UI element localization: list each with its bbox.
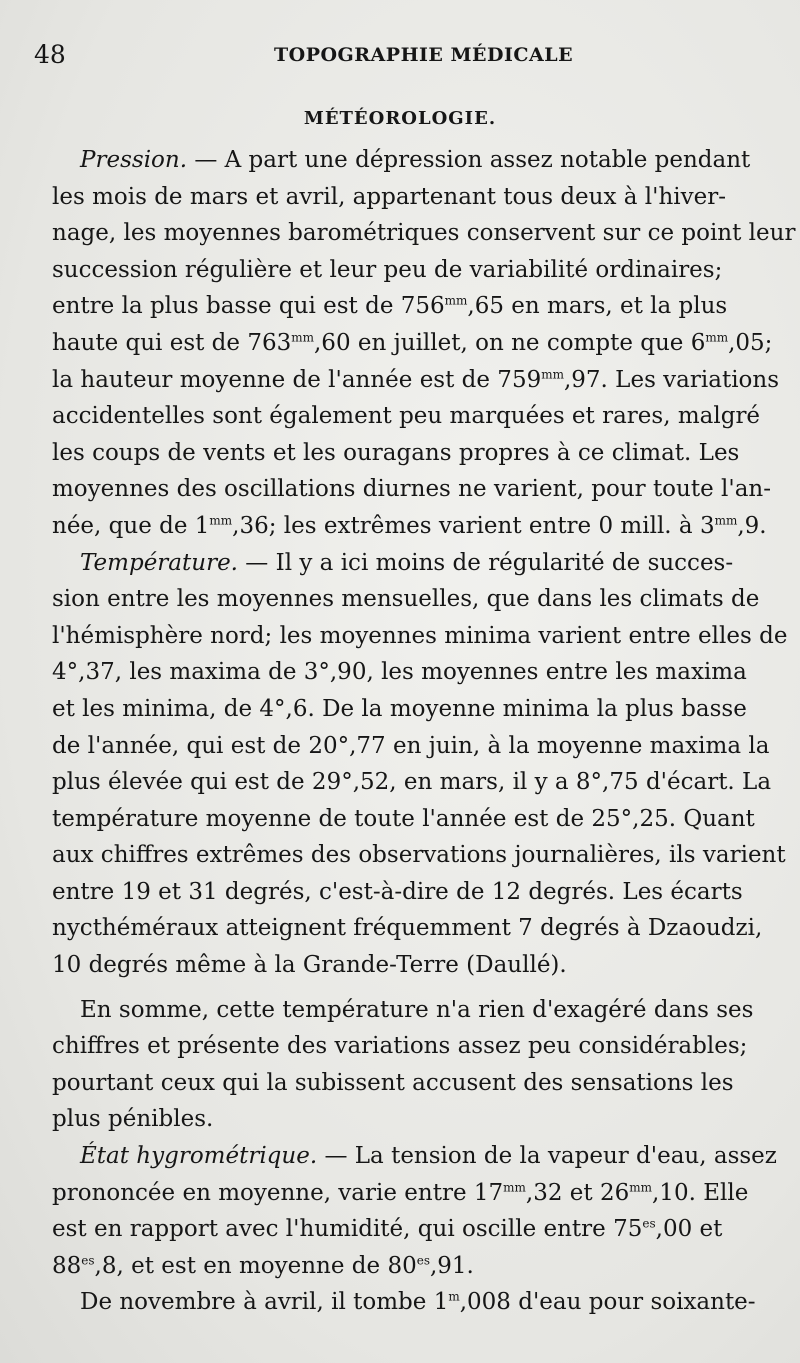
running-title: TOPOGRAPHIE MÉDICALE [274, 44, 574, 66]
text-line: Température. — Il y a ici moins de régularité de succes- [80, 549, 734, 576]
text-line: plus pénibles. [52, 1106, 214, 1133]
text-line: En somme, cette température n'a rien d'exagéré dans ses [80, 996, 754, 1023]
text-line: $88^{es},8$, et est en moyenne de $80^{es},91$. [52, 1252, 474, 1279]
text-line: De novembre à avril, il tombe 1$^m$,008 d'eau pour soixante- [80, 1289, 756, 1316]
text-line: Pression. — A part une dépression assez notable pendant [80, 147, 751, 173]
text-line: 10 degrés même à la Grande-Terre (Daullé). [52, 952, 567, 979]
text-line: née, que de $1^{mm},36$; les extrêmes varient entre 0 mill. à $3^{mm},9$. [52, 512, 767, 539]
text-line: nycthéméraux atteignent fréquemment 7 degrés à Dzaoudzi, [52, 915, 763, 942]
text-line: chiffres et présente des variations assez peu considérables; [52, 1033, 748, 1060]
text-line: entre 19 et 31 degrés, c'est-à-dire de 12 degrés. Les écarts [52, 878, 743, 905]
text-line: accidentelles sont également peu marquées et rares, malgré [52, 403, 761, 430]
page-number: 48 [34, 40, 66, 69]
text-line: moyennes des oscillations diurnes ne varient, pour toute l'an- [52, 476, 771, 503]
text-line: sion entre les moyennes mensuelles, que dans les climats de [52, 586, 760, 613]
temperature-label: Température. [80, 549, 238, 576]
text-line: l'hémisphère nord; les moyennes minima varient entre elles de [52, 622, 788, 649]
text-line: aux chiffres extrêmes des observations journalières, ils varient [52, 842, 786, 869]
text-line: plus élevée qui est de 29°,52, en mars, il y a 8°,75 d'écart. La [52, 769, 772, 796]
text-line: les coups de vents et les ouragans propres à ce climat. Les [52, 439, 740, 466]
text-line: haute qui est de $763^{mm},60$ en juillet, on ne compte que $6^{mm},05$; [52, 329, 773, 356]
page-header [34, 40, 760, 70]
pression-label: Pression. [80, 147, 188, 173]
text-line: les mois de mars et avril, appartenant tous deux à l'hiver- [52, 183, 726, 210]
text-line: 4°,37, les maxima de 3°,90, les moyennes entre les maxima [52, 659, 747, 686]
text-line: température moyenne de toute l'année est de 25°,25. Quant [52, 805, 755, 832]
text-line: de l'année, qui est de 20°,77 en juin, à la moyenne maxima la [52, 732, 770, 759]
hygrometrique-label: État hygrométrique. [80, 1143, 318, 1170]
text-line: prononcée en moyenne, varie entre $17^{mm},32$ et $26^{mm},10$. Elle [52, 1179, 749, 1206]
text-line: pourtant ceux qui la subissent accusent des sensations les [52, 1069, 734, 1096]
text-line: la hauteur moyenne de l'année est de $759^{mm},97$. Les variations [52, 366, 780, 393]
text-line: est en rapport avec l'humidité, qui oscille entre $75^{es},00$ et [52, 1216, 723, 1243]
text-line: entre la plus basse qui est de $756^{mm},65$ en mars, et la plus [52, 293, 728, 320]
body-text [52, 142, 796, 1321]
section-title: MÉTÉOROLOGIE. [303, 108, 497, 129]
text-line: État hygrométrique. — La tension de la vapeur d'eau, assez [80, 1143, 777, 1170]
text-line: et les minima, de 4°,6. De la moyenne minima la plus basse [52, 695, 747, 722]
text-line: nage, les moyennes barométriques conservent sur ce point leur [52, 220, 796, 247]
text-line: succession régulière et leur peu de variabilité ordinaires; [52, 256, 723, 283]
